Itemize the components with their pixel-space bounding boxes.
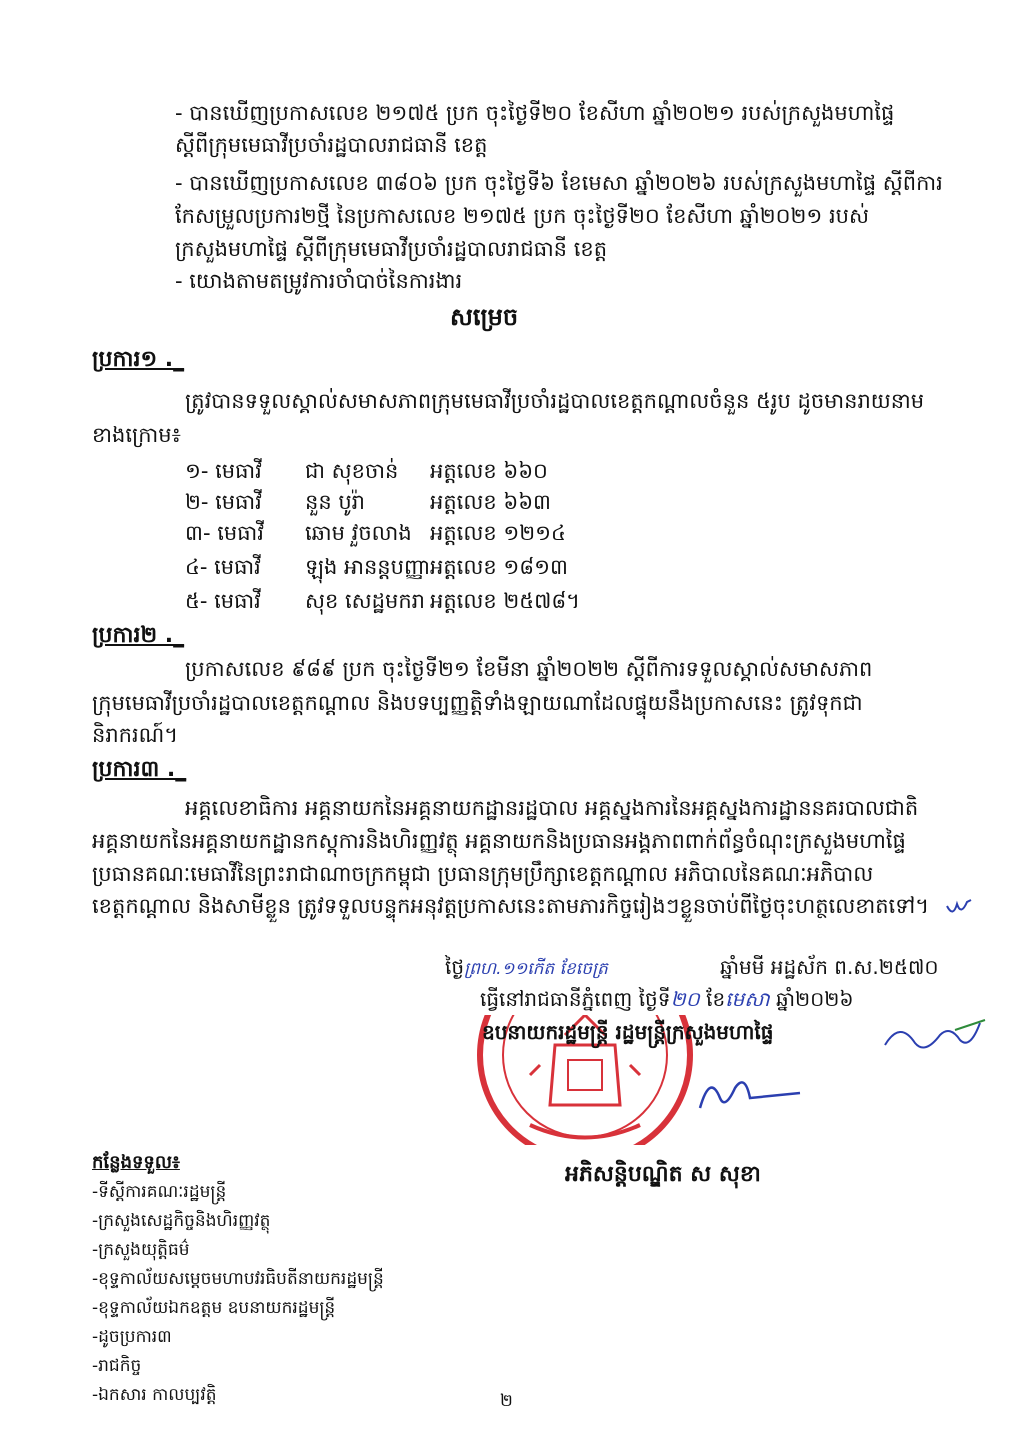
article-3-title: ប្រការ៣ ._: [92, 757, 187, 782]
member-number: ៣- មេធាវី: [185, 521, 264, 545]
year-label: ឆ្នាំ២០២៦: [775, 987, 854, 1011]
signatory-name: អភិសន្តិបណ្ឌិត ស សុខា: [565, 1162, 761, 1187]
article-1-title: ប្រការ១ ._: [92, 347, 185, 372]
member-number: ៤- មេធាវី: [185, 555, 261, 579]
member-number: ១- មេធាវី: [185, 459, 262, 483]
place-day: ២០: [670, 987, 700, 1011]
signature-icon: [690, 1068, 810, 1113]
signatory-title: ឧបនាយករដ្ឋមន្ត្រី រដ្ឋមន្ត្រីក្រសួងមហាផ្ទៃ: [482, 1020, 774, 1044]
month-prefix: ខែ: [706, 987, 726, 1011]
member-number: ៥- មេធាវី: [185, 589, 261, 613]
member-id: អត្តលេខ ១២១៤: [430, 521, 566, 545]
preamble-line: - បានឃើញប្រកាសលេខ ២១៧៥ ប្រក ចុះថ្ងៃទី២០ ខែសីហា ឆ្នាំ២០២១ របស់ក្រសួងមហាផ្ទៃ: [175, 101, 895, 125]
member-name: ឡុង អានន្តបញ្ញា: [305, 555, 431, 579]
initial-mark-icon: [945, 898, 975, 922]
member-name: ជា សុខចាន់: [305, 459, 399, 483]
page-number: ២: [500, 1391, 513, 1411]
member-name: សុខ សេដ្ឋមករា: [305, 589, 425, 613]
article-2-text: ក្រុមមេធាវីប្រចាំរដ្ឋបាលខេត្តកណ្តាល និងបទប្បញ្ញត្តិទាំងឡាយណាដែលផ្ទុយនឹងប្រកាសនេះ ត្រូវទុកជា: [92, 691, 863, 715]
lunar-prefix: ថ្ងៃ: [445, 955, 465, 979]
preamble-line: កែសម្រួលប្រការ២ថ្មី នៃប្រកាសលេខ ២១៧៥ ប្រក ចុះថ្ងៃទី២០ ខែសីហា ឆ្នាំ២០២១ របស់: [175, 204, 869, 228]
member-id: អត្តលេខ ២៥៧៨។: [430, 589, 581, 613]
article-2-text: និរាករណ៍។: [92, 723, 179, 747]
recipient-item: -ដូចប្រការ៣: [92, 1327, 172, 1347]
member-id: អត្តលេខ ៦៦៣: [430, 490, 552, 514]
member-name: នួន បូរ៉ា: [305, 490, 365, 514]
preamble-line: - បានឃើញប្រកាសលេខ ៣៨០៦ ប្រក ចុះថ្ងៃទី៦ ខែមេសា ឆ្នាំ២០២៦ របស់ក្រសួងមហាផ្ទៃ ស្តីពីការ: [175, 171, 943, 195]
place-prefix: ធ្វើនៅរាជធានីភ្នំពេញ ថ្ងៃទី: [480, 987, 671, 1011]
recipient-item: -ខុទ្ទកាល័យសម្តេចមហាបវរធិបតីនាយករដ្ឋមន្ត្រី: [92, 1269, 384, 1289]
preamble-line: ក្រសួងមហាផ្ទៃ ស្តីពីក្រុមមេធាវីប្រចាំរដ្ឋបាលរាជធានី ខេត្ត: [175, 237, 608, 261]
decision-heading: សម្រេច: [450, 303, 519, 331]
recipients-list: [92, 1150, 384, 1413]
place-date-line: [480, 987, 854, 1012]
preamble-line: - យោងតាមតម្រូវការចាំបាច់នៃការងារ: [175, 269, 463, 293]
recipient-item: -ក្រសួងយុត្តិធម៌: [92, 1240, 190, 1260]
lunar-year: ឆ្នាំមមី អដ្ឋស័ក ព.ស.២៥៧០: [720, 955, 939, 979]
member-id: អត្តលេខ ៦៦០: [430, 459, 548, 483]
recipient-item: -រាជកិច្ច: [92, 1356, 142, 1376]
month-handwritten: មេសា: [725, 987, 770, 1011]
recipient-item: -ឯកសារ កាលប្បវត្តិ: [92, 1385, 217, 1405]
signature-scribble-icon: [880, 1015, 990, 1060]
recipients-title: កន្លែងទទួល៖: [92, 1152, 180, 1173]
member-name: ឆោម វួចលាង: [305, 521, 412, 545]
lunar-date-line: [445, 955, 608, 980]
preamble-line: ស្តីពីក្រុមមេធាវីប្រចាំរដ្ឋបាលរាជធានី ខេត្ត: [175, 133, 488, 157]
article-2-text: ប្រកាសលេខ ៩៨៩ ប្រក ចុះថ្ងៃទី២១ ខែមីនា ឆ្នាំ២០២២ ស្តីពីការទទួលស្គាល់សមាសភាព: [185, 657, 873, 681]
recipient-item: -ទីស្តីការគណៈរដ្ឋមន្ត្រី: [92, 1182, 227, 1202]
article-3-text: ខេត្តកណ្តាល និងសាមីខ្លួន ត្រូវទទួលបន្ទុកអនុវត្តប្រកាសនេះតាមភារកិច្ចរៀងៗខ្លួនចាប់ពីថ្ងៃចុះហត្ថលេខាតទៅ។: [92, 894, 930, 918]
article-3-text: ប្រធានគណៈមេធាវីនៃព្រះរាជាណាចក្រកម្ពុជា ប្រធានក្រុមប្រឹក្សាខេត្តកណ្តាល អភិបាលនៃគណៈអភិបាល: [92, 862, 874, 886]
article-3-text: អគ្គលេខាធិការ អគ្គនាយកនៃអគ្គនាយកដ្ឋានរដ្ឋបាល អគ្គស្នងការនៃអគ្គស្នងការដ្ឋាននគរបាលជាតិ: [185, 796, 919, 820]
lunar-handwritten: ព្រហ.១១កើត ខែចេត្រ: [464, 959, 608, 979]
article-1-text: ខាងក្រោម៖: [92, 423, 181, 447]
member-number: ២- មេធាវី: [185, 490, 262, 514]
article-3-text: អគ្គនាយកនៃអគ្គនាយកដ្ឋានកស្តុការនិងហិរញ្ញវត្ថុ អគ្គនាយកនិងប្រធានអង្គភាពពាក់ព័ន្ធចំណុះក្រសួងមហាផ្ទៃ: [92, 829, 906, 853]
member-id: អត្តលេខ ១៨១៣: [430, 555, 568, 579]
article-1-text: ត្រូវបានទទួលស្គាល់សមាសភាពក្រុមមេធាវីប្រចាំរដ្ឋបាលខេត្តកណ្តាលចំនួន ៥រូប ដូចមានរាយនាម: [185, 389, 925, 413]
recipient-item: -ក្រសួងសេដ្ឋកិច្ចនិងហិរញ្ញវត្ថុ: [92, 1211, 271, 1231]
article-2-title: ប្រការ២ ._: [92, 623, 185, 648]
recipient-item: -ខុទ្ទកាល័យឯកឧត្តម ឧបនាយករដ្ឋមន្ត្រី: [92, 1298, 336, 1318]
